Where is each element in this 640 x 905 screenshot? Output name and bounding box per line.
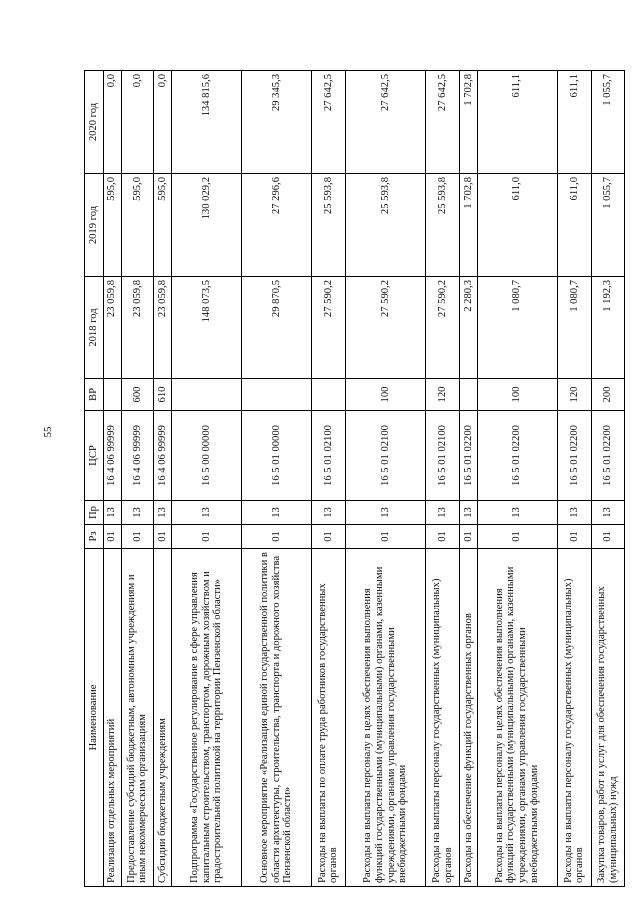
cell-csr: 16 4 06 99999 <box>154 411 172 501</box>
cell-vr <box>241 379 311 411</box>
cell-vr: 100 <box>477 379 557 411</box>
cell-rz: 01 <box>591 525 624 549</box>
table-row <box>426 71 460 887</box>
table-row <box>104 71 122 887</box>
cell-2019: 130 029,2 <box>171 174 241 277</box>
cell-pr: 13 <box>241 501 311 525</box>
table-row <box>154 71 172 887</box>
cell-csr: 16 5 01 02200 <box>591 411 624 501</box>
cell-csr: 16 5 01 02100 <box>345 411 425 501</box>
cell-pr: 13 <box>591 501 624 525</box>
header-2020: 2020 год <box>85 71 104 174</box>
cell-2019: 25 593,8 <box>311 174 345 277</box>
cell-2019: 595,0 <box>121 174 154 277</box>
cell-vr <box>311 379 345 411</box>
cell-2019: 25 593,8 <box>426 174 460 277</box>
cell-pr: 13 <box>104 501 122 525</box>
budget-table <box>84 70 625 887</box>
cell-csr: 16 4 06 99999 <box>121 411 154 501</box>
cell-vr <box>104 379 122 411</box>
cell-name: Расходы на выплаты персоналу в целях обеспечения выполнения функций государственными (муниципальными) органами, казенными учреждениями, органами управления государственными внебюджетными фондами <box>477 549 557 887</box>
header-row <box>85 71 104 887</box>
cell-name: Расходы на выплаты персоналу государственных (муниципальных) органов <box>558 549 592 887</box>
cell-2020: 0,0 <box>104 71 122 174</box>
cell-pr: 13 <box>477 501 557 525</box>
cell-name: Подпрограмма «Государственное регулирование в сфере управления капитальным строительством, транспортом, дорожным хозяйством и градостроительной политикой на территории Пензенской области» <box>171 549 241 887</box>
table-row <box>171 71 241 887</box>
header-rz: Рз <box>85 525 104 549</box>
table-row <box>558 71 592 887</box>
cell-rz: 01 <box>154 525 172 549</box>
cell-pr: 13 <box>154 501 172 525</box>
cell-vr <box>171 379 241 411</box>
cell-2018: 27 590,2 <box>345 277 425 379</box>
cell-pr: 13 <box>121 501 154 525</box>
cell-2020: 0,0 <box>121 71 154 174</box>
cell-2020: 134 815,6 <box>171 71 241 174</box>
cell-csr: 16 5 01 02100 <box>426 411 460 501</box>
cell-2020: 1 702,8 <box>460 71 478 174</box>
cell-vr: 200 <box>591 379 624 411</box>
cell-pr: 13 <box>311 501 345 525</box>
cell-csr: 16 5 01 02100 <box>311 411 345 501</box>
cell-2020: 27 642,5 <box>426 71 460 174</box>
table-row <box>241 71 311 887</box>
cell-2019: 1 055,7 <box>591 174 624 277</box>
cell-2018: 23 059,8 <box>121 277 154 379</box>
cell-2019: 25 593,8 <box>345 174 425 277</box>
cell-2018: 148 073,5 <box>171 277 241 379</box>
cell-2020: 29 345,3 <box>241 71 311 174</box>
cell-name: Реализация отдельных мероприятий <box>104 549 122 887</box>
header-name: Наименование <box>85 549 104 887</box>
table-row <box>121 71 154 887</box>
table-row <box>311 71 345 887</box>
table-row <box>345 71 425 887</box>
cell-2019: 1 702,8 <box>460 174 478 277</box>
cell-pr: 13 <box>345 501 425 525</box>
cell-2019: 611,0 <box>477 174 557 277</box>
cell-name: Расходы на обеспечение функций государственных органов <box>460 549 478 887</box>
header-csr: ЦСР <box>85 411 104 501</box>
cell-csr: 16 5 01 02200 <box>477 411 557 501</box>
cell-rz: 01 <box>558 525 592 549</box>
cell-rz: 01 <box>345 525 425 549</box>
cell-2018: 23 059,8 <box>104 277 122 379</box>
cell-name: Закупка товаров, работ и услуг для обеспечения государственных (муниципальных) нужд <box>591 549 624 887</box>
cell-pr: 13 <box>426 501 460 525</box>
header-pr: Пр <box>85 501 104 525</box>
cell-csr: 16 5 01 02200 <box>558 411 592 501</box>
cell-2019: 595,0 <box>104 174 122 277</box>
cell-vr: 120 <box>558 379 592 411</box>
cell-csr: 16 5 01 00000 <box>241 411 311 501</box>
cell-rz: 01 <box>104 525 122 549</box>
cell-name: Расходы на выплаты по оплате труда работников государственных органов <box>311 549 345 887</box>
cell-name: Предоставление субсидий бюджетным, автономным учреждениям и иным некоммерческим организациям <box>121 549 154 887</box>
cell-rz: 01 <box>241 525 311 549</box>
table-row <box>477 71 557 887</box>
cell-vr: 120 <box>426 379 460 411</box>
table-row <box>460 71 478 887</box>
rotated-table-container <box>84 71 625 887</box>
cell-name: Основное мероприятие «Реализация единой государственной политики в области архитектуры, строительства, транспорта и дорожного хозяйства Пензенской области» <box>241 549 311 887</box>
cell-2020: 27 642,5 <box>345 71 425 174</box>
cell-vr: 610 <box>154 379 172 411</box>
cell-2020: 611,1 <box>477 71 557 174</box>
cell-2019: 595,0 <box>154 174 172 277</box>
cell-2018: 2 280,3 <box>460 277 478 379</box>
cell-rz: 01 <box>477 525 557 549</box>
cell-rz: 01 <box>460 525 478 549</box>
cell-2018: 27 590,2 <box>426 277 460 379</box>
header-2018: 2018 год <box>85 277 104 379</box>
cell-2018: 1 080,7 <box>477 277 557 379</box>
cell-pr: 13 <box>460 501 478 525</box>
cell-2018: 1 080,7 <box>558 277 592 379</box>
header-2019: 2019 год <box>85 174 104 277</box>
cell-2018: 1 192,3 <box>591 277 624 379</box>
table-row <box>591 71 624 887</box>
cell-vr: 100 <box>345 379 425 411</box>
cell-2018: 23 059,8 <box>154 277 172 379</box>
cell-2019: 611,0 <box>558 174 592 277</box>
cell-2018: 29 870,5 <box>241 277 311 379</box>
cell-vr: 600 <box>121 379 154 411</box>
header-vr: ВР <box>85 379 104 411</box>
cell-csr: 16 5 00 00000 <box>171 411 241 501</box>
cell-2020: 611,1 <box>558 71 592 174</box>
cell-2020: 0,0 <box>154 71 172 174</box>
cell-pr: 13 <box>558 501 592 525</box>
cell-name: Расходы на выплаты персоналу в целях обеспечения выполнения функций государственными (муниципальными) органами, казенными учреждениями, органами управления государственными внебюджетными фондами <box>345 549 425 887</box>
cell-rz: 01 <box>121 525 154 549</box>
cell-vr <box>460 379 478 411</box>
page-number: 55 <box>42 426 54 438</box>
cell-2019: 27 296,6 <box>241 174 311 277</box>
cell-name: Субсидии бюджетным учреждениям <box>154 549 172 887</box>
cell-2018: 27 590,2 <box>311 277 345 379</box>
cell-rz: 01 <box>426 525 460 549</box>
cell-pr: 13 <box>171 501 241 525</box>
cell-csr: 16 4 06 99999 <box>104 411 122 501</box>
cell-csr: 16 5 01 02200 <box>460 411 478 501</box>
cell-rz: 01 <box>171 525 241 549</box>
cell-name: Расходы на выплаты персоналу государственных (муниципальных) органов <box>426 549 460 887</box>
cell-rz: 01 <box>311 525 345 549</box>
cell-2020: 1 055,7 <box>591 71 624 174</box>
cell-2020: 27 642,5 <box>311 71 345 174</box>
